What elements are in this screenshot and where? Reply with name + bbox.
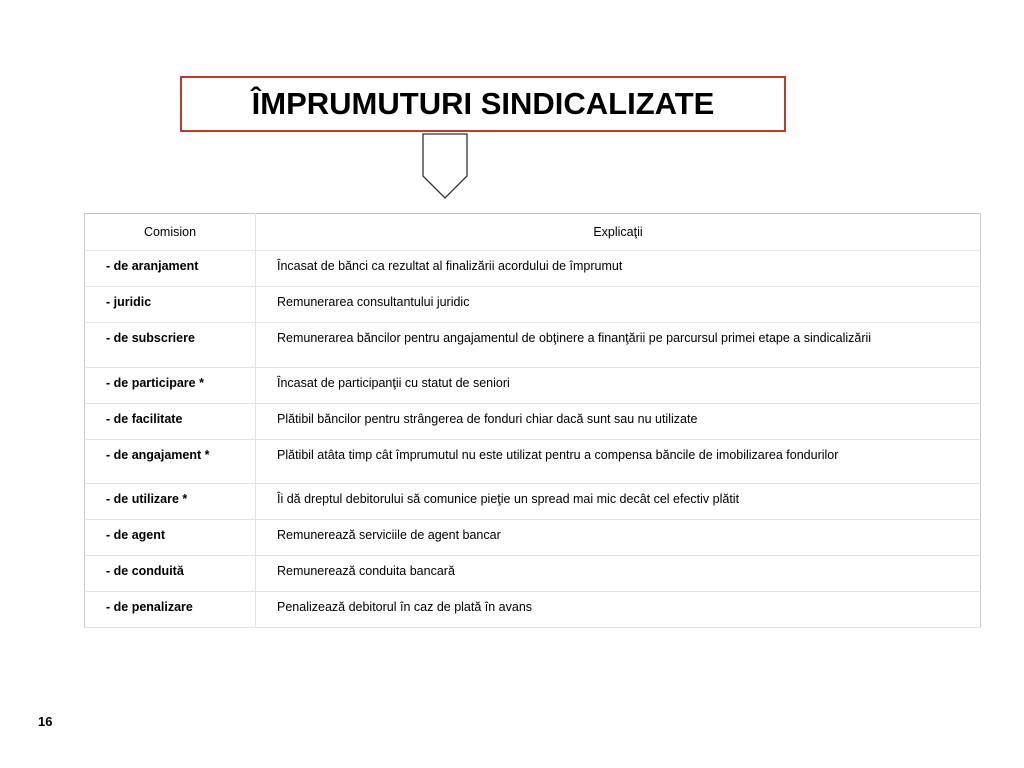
table-row [85,520,981,556]
table-header-row [85,214,981,251]
commission-explanation: Remunerează conduita bancară [256,556,981,592]
commission-name: - de agent [85,520,256,556]
commission-explanation: Remunerarea băncilor pentru angajamentul de obţinere a finanţării pe parcursul primei etape a sindicalizării [256,323,981,368]
commission-explanation: Plătibil băncilor pentru strângerea de fonduri chiar dacă sunt sau nu utilizate [256,404,981,440]
commission-name: - de conduită [85,556,256,592]
header-explanation: Explicaţii [256,214,981,251]
commission-name: - de utilizare * [85,484,256,520]
table-row [85,440,981,484]
table-row [85,287,981,323]
commission-name: - de aranjament [85,251,256,287]
commission-name: - de subscriere [85,323,256,368]
commission-explanation: Remunerează serviciile de agent bancar [256,520,981,556]
commission-explanation: Încasat de bănci ca rezultat al finalizării acordului de împrumut [256,251,981,287]
table-row [85,484,981,520]
commission-name: - de penalizare [85,592,256,628]
commission-name: - juridic [85,287,256,323]
commission-name: - de angajament * [85,440,256,484]
slide-title: ÎMPRUMUTURI SINDICALIZATE [251,86,715,121]
down-arrow-icon [421,132,469,200]
commission-explanation: Remunerarea consultantului juridic [256,287,981,323]
commission-table [84,213,981,628]
page-number: 16 [38,714,53,729]
table-row [85,556,981,592]
table-row [85,404,981,440]
commission-explanation: Îi dă dreptul debitorului să comunice pieţie un spread mai mic decât cel efectiv plătit [256,484,981,520]
table-row [85,592,981,628]
commission-name: - de participare * [85,368,256,404]
header-commission: Comision [85,214,256,251]
table-row [85,323,981,368]
commission-name: - de facilitate [85,404,256,440]
table-row [85,251,981,287]
commission-explanation: Penalizează debitorul în caz de plată în avans [256,592,981,628]
title-box [180,76,786,132]
commission-explanation: Plătibil atâta timp cât împrumutul nu este utilizat pentru a compensa băncile de imobilizarea fondurilor [256,440,981,484]
table-row [85,368,981,404]
commission-explanation: Încasat de participanţii cu statut de seniori [256,368,981,404]
